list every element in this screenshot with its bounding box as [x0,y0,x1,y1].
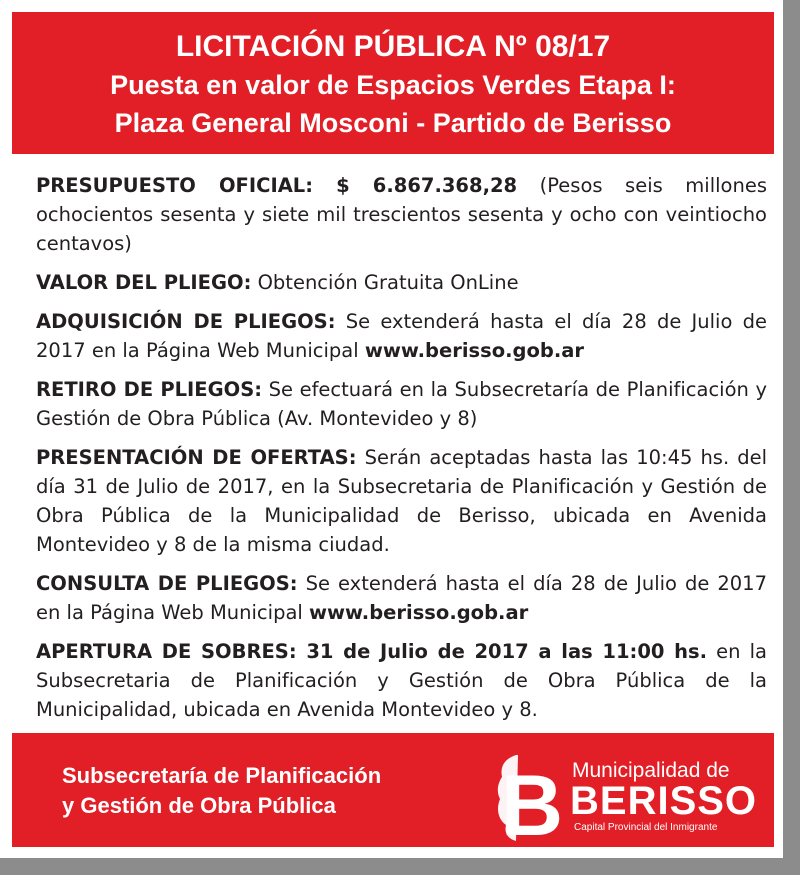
notice-subtitle-line1: Puesta en valor de Espacios Verdes Etapa I: [110,70,676,100]
valor-label: VALOR DEL PLIEGO: [36,271,252,294]
retiro-label: RETIRO DE PLIEGOS: [36,378,263,401]
apertura-label: APERTURA DE SOBRES: 31 de Julio de 2017 a las 11:00 hs. [36,640,708,663]
adquisicion-label: ADQUISICIÓN DE PLIEGOS: [36,310,336,333]
logo-letter: B [500,758,564,843]
adquisicion-link: www.berisso.gob.ar [364,339,585,362]
adquisicion-text: Se extenderá hasta el día 28 de Julio de 2017 en la Página Web Municipal [36,310,767,362]
notice-header [12,12,774,154]
berisso-logo [496,753,756,843]
logo-name: BERISSO [570,779,758,823]
apertura-text: en la Subsecretaria de Planificación y Gestión de Obra Pública de la Municipalidad, ubicada en Avenida Montevideo y 8. [36,640,767,721]
section-presentacion [36,443,767,559]
presentacion-label: PRESENTACIÓN DE OFERTAS: [36,446,357,469]
section-adquisicion [36,307,767,365]
presentacion-text: Serán aceptadas hasta las 10:45 hs. del día 31 de Julio de 2017, en la Subsecretaria de Planificación y Gestión de Obra Pública de la Municipalidad de Berisso, ubicada en Avenida Montevideo y 8 de la misma ciudad. [36,446,767,556]
valor-text: Obtención Gratuita OnLine [251,271,519,294]
notice-subtitle-line2: Plaza General Mosconi - Partido de Berisso [114,108,672,138]
section-apertura [36,637,767,724]
presupuesto-label: PRESUPUESTO OFICIAL: $ 6.867.368,28 [36,174,518,197]
notice-footer [12,733,774,847]
consulta-label: CONSULTA DE PLIEGOS: [36,572,298,595]
presupuesto-text: (Pesos seis millones ochocientos sesenta y siete mil trescientos sesenta y ocho con veintiocho centavos) [36,174,767,255]
department-name [62,761,381,821]
notice-title: LICITACIÓN PÚBLICA Nº 08/17 [175,30,611,63]
section-consulta [36,569,767,627]
logo-tagline: Capital Provincial del Inmigrante [574,822,718,833]
logo-top-text: Municipalidad de [572,759,730,782]
consulta-text: Se extenderá hasta el día 28 de Julio de 2017 en la Página Web Municipal [36,572,767,624]
retiro-text: Se efectuará en la Subsecretaría de Planificación y Gestión de Obra Pública (Av. Montevideo y 8) [36,378,767,430]
section-presupuesto [36,171,767,258]
section-retiro [36,375,767,433]
department-line2: y Gestión de Obra Pública [62,793,336,818]
berisso-b-logo-icon [496,753,566,843]
consulta-link: www.berisso.gob.ar [309,601,529,624]
department-line1: Subsecretaría de Planificación [62,763,382,788]
section-valor [36,268,767,297]
notice-body [36,171,767,734]
